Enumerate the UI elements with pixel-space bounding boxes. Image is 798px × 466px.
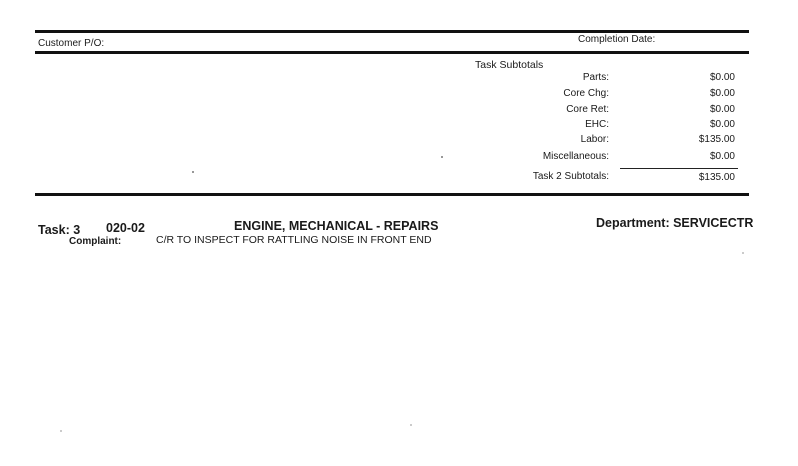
subtotal-value-core-ret: $0.00 (709, 104, 735, 115)
task-description: ENGINE, MECHANICAL - REPAIRS (234, 219, 439, 233)
customer-po-label: Customer P/O: (38, 38, 105, 49)
scan-speck (192, 171, 194, 173)
scan-speck (60, 430, 62, 432)
task-code: 020-02 (106, 221, 145, 235)
section-divider-rule (35, 193, 749, 196)
subtotal-value-core-chg: $0.00 (709, 88, 735, 99)
subtotal-value-miscellaneous: $0.00 (709, 151, 735, 162)
task-number: Task: 3 (38, 223, 81, 237)
subtotal-value-ehc: $0.00 (709, 119, 735, 130)
subtotal-sum-rule (620, 168, 738, 169)
completion-date-label: Completion Date: (578, 34, 656, 45)
subtotal-label-labor: Labor: (580, 134, 609, 145)
subtotal-label-core-ret: Core Ret: (566, 104, 609, 115)
subtotal-label-core-chg: Core Chg: (563, 88, 609, 99)
header-top-rule (35, 30, 749, 33)
department: Department: SERVICECTR (596, 216, 754, 230)
subtotal-label-parts: Parts: (582, 72, 609, 83)
complaint-text: C/R TO INSPECT FOR RATTLING NOISE IN FRONT END (156, 234, 432, 246)
header-bottom-rule (35, 51, 749, 54)
subtotal-value-parts: $0.00 (709, 72, 735, 83)
subtotal-value-labor: $135.00 (698, 134, 735, 145)
scan-speck (441, 156, 443, 158)
task-2-subtotals-value: $135.00 (698, 172, 735, 183)
task-2-subtotals-label: Task 2 Subtotals: (532, 171, 609, 182)
scan-speck (410, 424, 412, 426)
subtotal-label-miscellaneous: Miscellaneous: (542, 151, 609, 162)
scan-speck (742, 252, 744, 254)
task-subtotals-title: Task Subtotals (475, 59, 544, 71)
subtotal-label-ehc: EHC: (585, 119, 609, 130)
complaint-label: Complaint: (69, 236, 122, 247)
